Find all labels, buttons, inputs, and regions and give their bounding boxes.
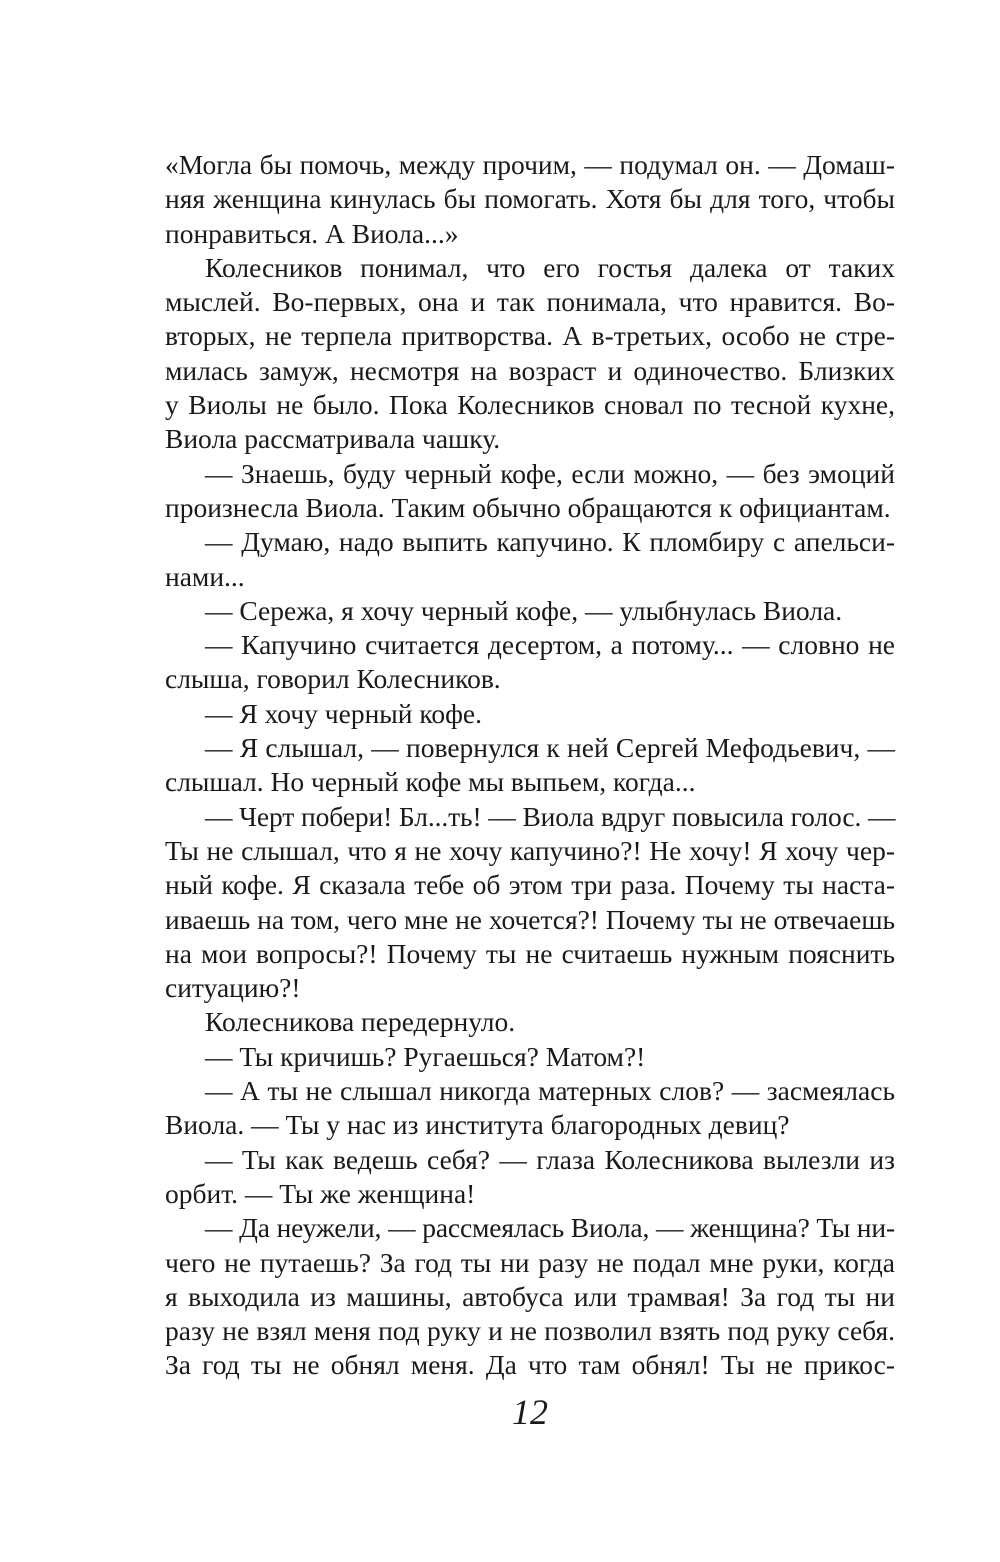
- text-line: мыслей. Во-первых, она и так понимала, что нравится. Во-: [165, 286, 895, 318]
- text-line: — Ты как ведешь себя? — глаза Колесникова вылезли из: [205, 1143, 895, 1175]
- text-line: — Думаю, надо выпить капучино. К пломбиру с апельси-: [205, 526, 895, 558]
- text-line: — Ты кричишь? Ругаешься? Матом?!: [205, 1040, 646, 1072]
- text-line: орбит. — Ты же женщина!: [165, 1177, 476, 1209]
- text-line: — Да неужели, — рассмеялась Виола, — женщина? Ты ни-: [205, 1212, 895, 1244]
- text-line: — Знаешь, буду черный кофе, если можно, — без эмоций: [205, 457, 895, 489]
- text-line: ный кофе. Я сказала тебе об этом три раза. Почему ты наста-: [165, 869, 895, 901]
- text-line: милась замуж, несмотря на возраст и одиночество. Близких: [165, 354, 895, 386]
- text-line: Ты не слышал, что я не хочу капучино?! Не хочу! Я хочу чер-: [165, 834, 895, 866]
- text-line: нами...: [165, 560, 245, 592]
- text-line: вторых, не терпела притворства. А в-третьих, особо не стре-: [165, 320, 895, 352]
- page-number: 12: [512, 1392, 548, 1432]
- text-line: Колесникова передернуло.: [205, 1006, 516, 1038]
- text-line: няя женщина кинулась бы помогать. Хотя бы для того, чтобы: [165, 183, 895, 215]
- text-line: — Я слышал, — повернулся к ней Сергей Мефодьевич, —: [205, 732, 895, 764]
- text-line: разу не взял меня под руку и не позволил взять под руку себя.: [165, 1315, 895, 1347]
- text-line: чего не путаешь? За год ты ни разу не подал мне руки, когда: [165, 1246, 895, 1278]
- text-line: слыша, говорил Колесников.: [165, 663, 501, 695]
- text-line: «Могла бы помочь, между прочим, — подумал он. — Домаш-: [165, 149, 895, 180]
- text-line: — Капучино считается десертом, а потому... — словно не: [205, 629, 895, 661]
- text-line: За год ты не обнял меня. Да что там обнял! Ты не прикос-: [165, 1349, 895, 1381]
- text-line: — А ты не слышал никогда матерных слов? — засмеялась: [205, 1075, 895, 1107]
- text-line: слышал. Но черный кофе мы выпьем, когда...: [165, 766, 696, 798]
- text-line: у Виолы не было. Пока Колесников сновал по тесной кухне,: [165, 389, 895, 421]
- text-line: — Я хочу черный кофе.: [205, 697, 482, 729]
- text-line: я выходила из машины, автобуса или трамвая! За год ты ни: [165, 1280, 895, 1312]
- page-text: [165, 148, 895, 1383]
- text-line: произнесла Виола. Таким обычно обращаются к официантам.: [165, 491, 891, 523]
- text-line: на мои вопросы?! Почему ты не считаешь нужным пояснить: [165, 937, 895, 969]
- text-line: Виола рассматривала чашку.: [165, 423, 501, 455]
- text-line: понравиться. А Виола...»: [165, 217, 459, 249]
- text-line: ситуацию?!: [165, 972, 301, 1004]
- text-line: — Сережа, я хочу черный кофе, — улыбнулась Виола.: [205, 594, 843, 626]
- text-line: Виола. — Ты у нас из института благородных девиц?: [165, 1109, 790, 1141]
- text-line: Колесников понимал, что его гостья далека от таких: [205, 251, 895, 283]
- text-line: иваешь на том, чего мне не хочется?! Почему ты не отвечаешь: [165, 903, 895, 935]
- text-line: — Черт побери! Бл...ть! — Виола вдруг повысила голос. —: [205, 800, 896, 832]
